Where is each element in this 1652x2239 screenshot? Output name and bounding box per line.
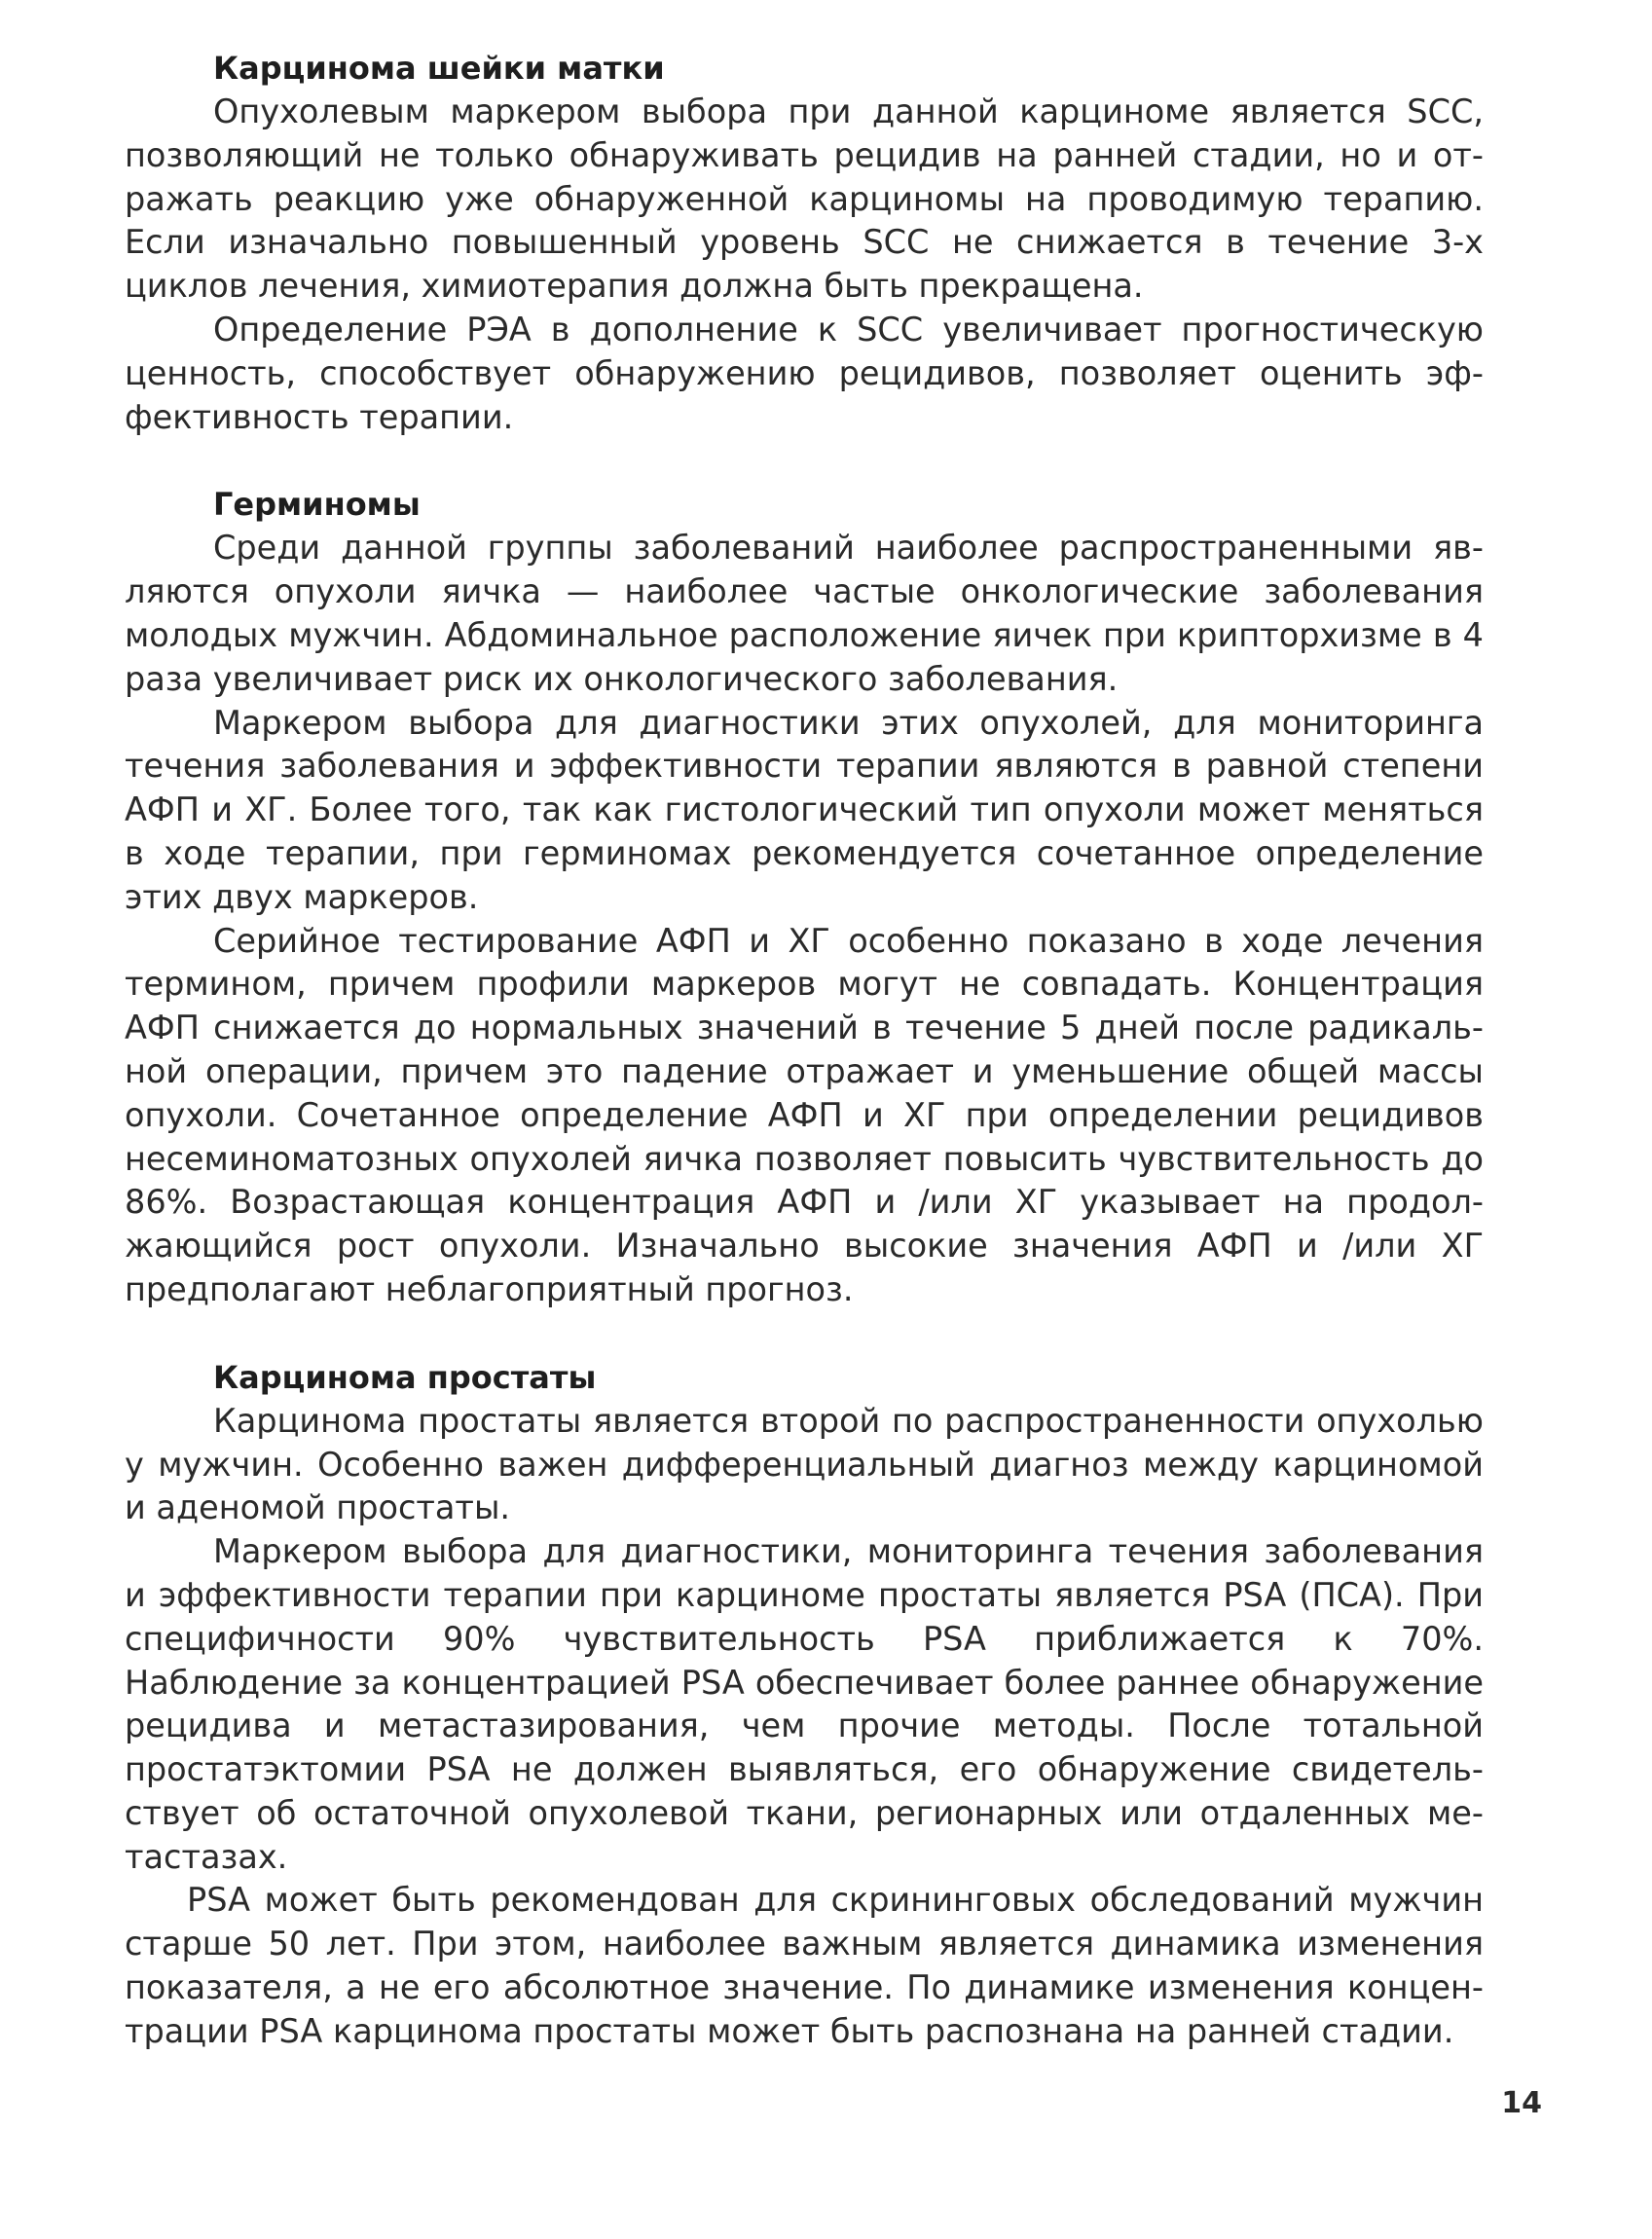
paragraph: Маркером выбора для диагностики, мониторинга течения заболевания и эффективности терапии при карциноме простаты является PSA (ПСА). При специфичности 90% чувствительность PSA приближается к 70%. Наблюдение за концентрацией PSA обеспечивает более раннее обнаружение рецидива и метастазирования, чем прочие методы. После тотальной простатэктомии PSA не должен выявляться, его обнаружение свидетельствует об остаточной опухолевой ткани, регионарных или отдаленных метастазах.: [125, 1532, 1484, 1876]
paragraph: Опухолевым маркером выбора при данной карциноме является SCC, позволяющий не только обнаруживать рецидив на ранней стадии, но и отражать реакцию уже обнаруженной карциномы на проводимую терапию. Если изначально повышенный уровень SCC не снижается в течение 3-х циклов лечения, химиотерапия должна быть прекращена.: [125, 92, 1484, 306]
paragraph: Серийное тестирование АФП и ХГ особенно показано в ходе лечения термином, причем профили маркеров могут не совпадать. Концентрация АФП снижается до нормальных значений в течение 5 дней после радикальной операции, причем это падение отражает и уменьшение общей массы опухоли. Сочетанное определение АФП и ХГ при определении рецидивов несеминоматозных опухолей яичка позволяет повысить чувствительность до 86%. Возрастающая концентрация АФП и /или ХГ указывает на продолжающийся рост опухоли. Изначально высокие значения АФП и /или ХГ предполагают неблагоприятный прогноз.: [125, 921, 1484, 1308]
section-heading: Карцинома шейки матки: [213, 50, 665, 87]
paragraph: Карцинома простаты является второй по распространенности опухолью у мужчин. Особенно важен дифференциальный диагноз между карциномой и аденомой простаты.: [125, 1401, 1484, 1527]
page-number: 14: [1501, 2086, 1542, 2120]
section-germinomas: [125, 483, 1484, 1311]
section-heading: Карцинома простаты: [213, 1358, 597, 1396]
section-cervical-carcinoma: [125, 47, 1484, 439]
page-body: [125, 47, 1484, 2054]
paragraph: Определение РЭА в дополнение к SCC увеличивает прогностическую ценность, способствует обнаружению рецидивов, позволяет оценить эффективность терапии.: [125, 310, 1484, 436]
paragraph: Маркером выбора для диагностики этих опухолей, для мониторинга течения заболевания и эффективности терапии являются в равной степени АФП и ХГ. Более того, так как гистологический тип опухоли может меняться в ходе терапии, при герминомах рекомендуется сочетанное определение этих двух маркеров.: [125, 703, 1484, 916]
paragraph: Среди данной группы заболеваний наиболее распространенными являются опухоли яичка — наиболее частые онкологические заболевания молодых мужчин. Абдоминальное расположение яичек при крипторхизме в 4 раза увеличивает риск их онкологического заболевания.: [125, 529, 1484, 698]
section-prostate-carcinoma: [125, 1356, 1484, 2054]
section-heading: Герминомы: [213, 486, 421, 524]
paragraph: PSA может быть рекомендован для скрининговых обследований мужчин старше 50 лет. При этом, наиболее важным является динамика изменения показателя, а не его абсолютное значение. По динамике изменения концентрации PSA карцинома простаты может быть распознана на ранней стадии.: [125, 1881, 1484, 2050]
